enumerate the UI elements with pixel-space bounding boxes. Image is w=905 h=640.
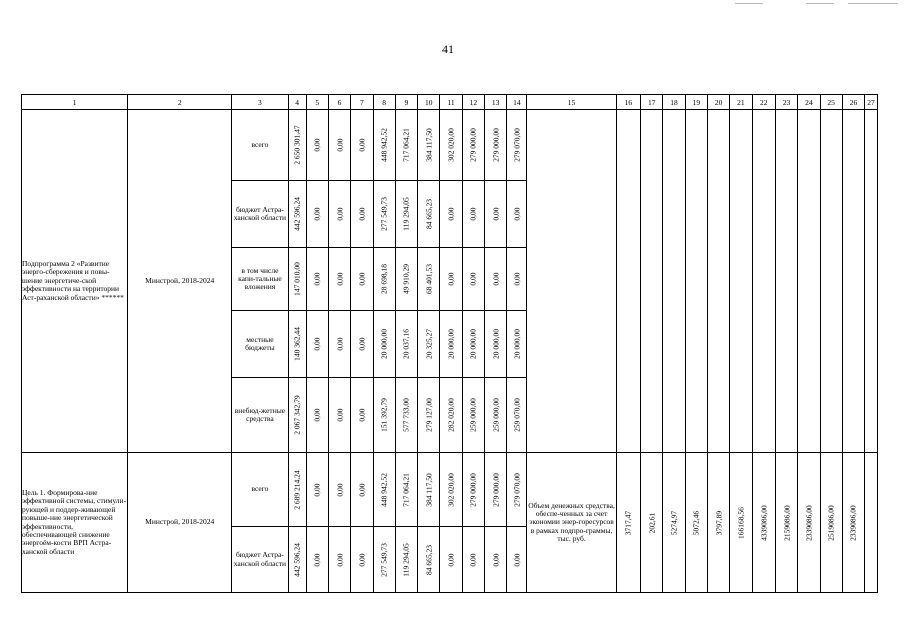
value-cell	[328, 453, 350, 527]
value-cell	[440, 110, 462, 181]
indicator-value-text: 3717,47	[623, 510, 633, 535]
column-number-header: 22	[752, 95, 775, 110]
value-cell	[462, 311, 484, 378]
value-cell	[351, 378, 373, 453]
indicator-value	[820, 453, 842, 593]
value-cell-text: 442 596,24	[292, 197, 302, 231]
column-number-header: 1	[22, 95, 128, 110]
value-cell	[288, 181, 306, 248]
value-cell-text: 279 070,00	[512, 472, 522, 507]
column-number-header: 20	[707, 95, 729, 110]
value-cell-text: 0,00	[335, 272, 345, 286]
value-cell	[462, 527, 484, 593]
value-cell	[306, 311, 328, 378]
value-cell-text: 2 067 342,79	[292, 395, 302, 435]
column-number-row	[22, 95, 878, 110]
value-cell-text: 0,00	[357, 207, 367, 221]
value-cell	[462, 248, 484, 311]
indicator-value-empty	[775, 110, 797, 453]
value-cell	[328, 110, 350, 181]
value-cell-text: 0,00	[357, 138, 367, 152]
column-number-header: 17	[641, 95, 663, 110]
value-cell	[288, 311, 306, 378]
top-rule	[735, 3, 763, 4]
column-number-header: 18	[663, 95, 685, 110]
value-cell	[418, 248, 440, 311]
value-cell-text: 277 549,73	[379, 542, 389, 577]
indicator-value-empty	[798, 110, 820, 453]
column-number-header: 4	[288, 95, 306, 110]
value-cell-text: 0,00	[312, 337, 322, 351]
budget-table	[21, 94, 878, 593]
value-cell	[373, 453, 395, 527]
funding-source-label: внебюд-жетные средства	[232, 378, 288, 453]
value-cell-text: 0,00	[446, 207, 456, 221]
value-cell	[395, 378, 417, 453]
value-cell-text: 0,00	[312, 482, 322, 497]
top-rule	[848, 3, 898, 4]
value-cell	[288, 248, 306, 311]
value-cell	[373, 527, 395, 593]
column-number-header: 11	[440, 95, 462, 110]
value-cell-text: 0,00	[491, 272, 501, 286]
indicator-name: Объем денежных средства, обеспе-ченных за счет экономии энер-горесурсов в рамках подпро-граммы, тыс. руб.	[527, 453, 616, 593]
value-cell-text: 0,00	[468, 272, 478, 286]
value-cell-text: 20 000,00	[379, 329, 389, 359]
indicator-value-empty	[730, 110, 752, 453]
value-cell-text: 0,00	[491, 552, 501, 567]
value-cell	[507, 181, 527, 248]
indicator-value-empty	[865, 453, 878, 593]
value-cell-text: 384 117,50	[424, 128, 434, 162]
value-cell-text: 279 000,00	[491, 472, 501, 507]
indicator-value-empty	[752, 110, 775, 453]
indicator-value	[752, 453, 775, 593]
column-number-header: 9	[395, 95, 417, 110]
value-cell	[306, 181, 328, 248]
executor-period: Минстрой, 2018-2024	[128, 453, 232, 593]
value-cell	[418, 453, 440, 527]
executor-period: Минстрой, 2018-2024	[128, 110, 232, 453]
value-cell	[418, 378, 440, 453]
value-cell	[440, 453, 462, 527]
value-cell	[440, 311, 462, 378]
value-cell-text: 717 064,21	[401, 128, 411, 162]
value-cell-text: 20 000,00	[446, 329, 456, 359]
indicator-value	[842, 453, 864, 593]
value-cell-text: 49 910,29	[401, 264, 411, 294]
indicator-value-text: 2339086,00	[804, 504, 814, 541]
value-cell	[328, 311, 350, 378]
value-cell-text: 717 064,21	[401, 472, 411, 507]
value-cell	[306, 110, 328, 181]
indicator-value-text: 2519086,00	[826, 504, 836, 541]
value-cell	[306, 453, 328, 527]
column-number-header: 10	[418, 95, 440, 110]
value-cell-text: 442 596,24	[292, 542, 302, 577]
value-cell-text: 279 000,00	[468, 472, 478, 507]
value-cell-text: 279 000,00	[491, 128, 501, 162]
value-cell-text: 448 942,52	[379, 472, 389, 507]
value-cell-text: 0,00	[357, 552, 367, 567]
value-cell	[351, 181, 373, 248]
value-cell	[288, 527, 306, 593]
funding-source-label: в том числе капи-тальные вложения	[232, 248, 288, 311]
indicator-value-empty	[707, 110, 729, 453]
indicator-value	[641, 453, 663, 593]
value-cell	[418, 181, 440, 248]
value-cell	[373, 110, 395, 181]
value-cell-text: 302 020,00	[446, 472, 456, 507]
value-cell	[507, 110, 527, 181]
indicator-value-text: 4339086,00	[759, 504, 769, 541]
value-cell-text: 0,00	[312, 207, 322, 221]
goal-name: Цель 1. Формирова-ние эффективной системы, стимули-рующей и поддер-живающей повыше-ние энергетической эффективности, обеспечивающей снижение энергоём-кости ВРП Астра-ханской области	[22, 453, 128, 593]
indicator-value	[663, 453, 685, 593]
value-cell-text: 20 000,00	[512, 329, 522, 359]
value-cell-text: 20 000,00	[491, 329, 501, 359]
indicator-value-text: 2339086,00	[848, 504, 858, 541]
value-cell	[418, 311, 440, 378]
value-cell	[328, 378, 350, 453]
funding-source-label: местные бюджеты	[232, 311, 288, 378]
value-cell-text: 0,00	[512, 272, 522, 286]
indicator-empty	[527, 110, 616, 453]
value-cell	[484, 453, 506, 527]
table-row	[22, 110, 878, 181]
value-cell-text: 384 117,50	[424, 472, 434, 507]
funding-source-label: всего	[232, 453, 288, 527]
value-cell	[440, 181, 462, 248]
value-cell-text: 259 000,00	[468, 398, 478, 432]
value-cell	[395, 311, 417, 378]
value-cell-text: 0,00	[312, 552, 322, 567]
value-cell	[395, 110, 417, 181]
indicator-value-text: 5072,46	[691, 510, 701, 535]
value-cell-text: 0,00	[312, 272, 322, 286]
indicator-value	[616, 453, 640, 593]
value-cell-text: 2 689 214,24	[292, 469, 302, 510]
funding-source-label: бюджет Астра-ханской области	[232, 527, 288, 593]
value-cell	[351, 527, 373, 593]
value-cell	[288, 453, 306, 527]
value-cell	[440, 378, 462, 453]
column-number-header: 6	[328, 95, 350, 110]
value-cell	[418, 527, 440, 593]
value-cell	[462, 378, 484, 453]
column-number-header: 14	[507, 95, 527, 110]
value-cell-text: 20 037,16	[401, 329, 411, 359]
value-cell	[288, 378, 306, 453]
column-number-header: 8	[373, 95, 395, 110]
value-cell-text: 0,00	[335, 552, 345, 567]
value-cell-text: 20 000,00	[468, 329, 478, 359]
column-number-header: 7	[351, 95, 373, 110]
value-cell-text: 0,00	[468, 207, 478, 221]
page-number: 41	[442, 42, 454, 56]
value-cell	[507, 527, 527, 593]
column-number-header: 5	[306, 95, 328, 110]
value-cell	[328, 181, 350, 248]
value-cell	[395, 181, 417, 248]
value-cell-text: 2 650 301,47	[292, 125, 302, 165]
value-cell	[507, 378, 527, 453]
indicator-value-empty	[641, 110, 663, 453]
value-cell-text: 0,00	[491, 207, 501, 221]
column-number-header: 3	[232, 95, 288, 110]
value-cell	[484, 248, 506, 311]
value-cell	[418, 110, 440, 181]
column-number-header: 15	[527, 95, 616, 110]
column-number-header: 24	[798, 95, 820, 110]
indicator-value-empty	[820, 110, 842, 453]
column-number-header: 2	[128, 95, 232, 110]
value-cell	[484, 311, 506, 378]
value-cell-text: 68 401,53	[424, 264, 434, 294]
value-cell-text: 0,00	[357, 408, 367, 422]
value-cell	[373, 248, 395, 311]
indicator-value	[685, 453, 707, 593]
value-cell	[395, 248, 417, 311]
value-cell	[306, 527, 328, 593]
indicator-value-text: 3797,89	[714, 510, 724, 535]
value-cell-text: 0,00	[446, 552, 456, 567]
table-row	[22, 453, 878, 527]
value-cell-text: 448 942,52	[379, 128, 389, 162]
value-cell	[395, 453, 417, 527]
subprogram-name: Подпрограмма 2 «Развитие энерго-сбережения и повы-шение энергетиче-ской эффективности на территории Аст-раханской области» ******	[22, 110, 128, 453]
indicator-value-text: 5274,97	[669, 510, 679, 535]
value-cell-text: 577 733,00	[401, 398, 411, 432]
value-cell-text: 0,00	[446, 272, 456, 286]
value-cell-text: 279 000,00	[468, 128, 478, 162]
value-cell-text: 0,00	[335, 138, 345, 152]
value-cell	[484, 378, 506, 453]
value-cell	[373, 311, 395, 378]
indicator-value-empty	[616, 110, 640, 453]
value-cell-text: 279 070,00	[512, 128, 522, 162]
column-number-header: 16	[616, 95, 640, 110]
column-number-header: 12	[462, 95, 484, 110]
value-cell-text: 147 010,00	[292, 262, 302, 296]
value-cell-text: 20 325,27	[424, 329, 434, 359]
indicator-value	[775, 453, 797, 593]
value-cell-text: 0,00	[357, 337, 367, 351]
value-cell-text: 0,00	[512, 552, 522, 567]
value-cell-text: 282 020,00	[446, 398, 456, 432]
value-cell-text: 0,00	[335, 408, 345, 422]
value-cell-text: 259 000,00	[491, 398, 501, 432]
funding-source-label: бюджет Астра-ханской области	[232, 181, 288, 248]
value-cell	[351, 311, 373, 378]
value-cell	[373, 378, 395, 453]
value-cell	[328, 248, 350, 311]
value-cell	[328, 527, 350, 593]
indicator-value	[707, 453, 729, 593]
value-cell-text: 140 362,44	[292, 327, 302, 361]
column-number-header: 23	[775, 95, 797, 110]
indicator-value	[798, 453, 820, 593]
value-cell	[484, 527, 506, 593]
column-number-header: 26	[842, 95, 864, 110]
value-cell-text: 0,00	[335, 337, 345, 351]
value-cell-text: 84 665,23	[424, 199, 434, 229]
value-cell-text: 0,00	[312, 408, 322, 422]
value-cell	[373, 181, 395, 248]
top-rule	[806, 3, 834, 4]
value-cell-text: 119 294,05	[401, 197, 411, 231]
value-cell	[288, 110, 306, 181]
value-cell	[351, 110, 373, 181]
value-cell	[351, 248, 373, 311]
indicator-value-empty	[685, 110, 707, 453]
value-cell-text: 0,00	[312, 138, 322, 152]
column-number-header: 19	[685, 95, 707, 110]
column-number-header: 13	[484, 95, 506, 110]
value-cell-text: 151 392,79	[379, 398, 389, 432]
value-cell-text: 28 698,18	[379, 264, 389, 294]
value-cell-text: 119 294,05	[401, 542, 411, 577]
indicator-value-text: 2159086,00	[782, 504, 792, 541]
value-cell	[462, 181, 484, 248]
value-cell	[306, 378, 328, 453]
value-cell	[507, 248, 527, 311]
indicator-value-text: 202,61	[647, 512, 657, 533]
value-cell	[507, 311, 527, 378]
column-number-header: 27	[865, 95, 878, 110]
indicator-value-empty	[842, 110, 864, 453]
indicator-value-text: 166168,56	[736, 506, 746, 539]
funding-source-label: всего	[232, 110, 288, 181]
value-cell	[440, 248, 462, 311]
value-cell-text: 0,00	[468, 552, 478, 567]
value-cell	[351, 453, 373, 527]
value-cell	[395, 527, 417, 593]
value-cell-text: 84 665,23	[424, 544, 434, 575]
value-cell-text: 0,00	[357, 272, 367, 286]
value-cell	[507, 453, 527, 527]
value-cell-text: 0,00	[512, 207, 522, 221]
value-cell	[462, 110, 484, 181]
value-cell-text: 302 020,00	[446, 128, 456, 162]
value-cell	[484, 110, 506, 181]
value-cell	[462, 453, 484, 527]
value-cell-text: 279 127,00	[424, 398, 434, 432]
value-cell	[306, 248, 328, 311]
value-cell	[440, 527, 462, 593]
value-cell-text: 0,00	[335, 482, 345, 497]
value-cell-text: 0,00	[335, 207, 345, 221]
column-number-header: 25	[820, 95, 842, 110]
column-number-header: 21	[730, 95, 752, 110]
value-cell-text: 277 549,73	[379, 197, 389, 231]
indicator-value-empty	[663, 110, 685, 453]
indicator-value-empty	[865, 110, 878, 453]
value-cell-text: 0,00	[357, 482, 367, 497]
value-cell	[484, 181, 506, 248]
indicator-value	[730, 453, 752, 593]
value-cell-text: 259 070,00	[512, 398, 522, 432]
